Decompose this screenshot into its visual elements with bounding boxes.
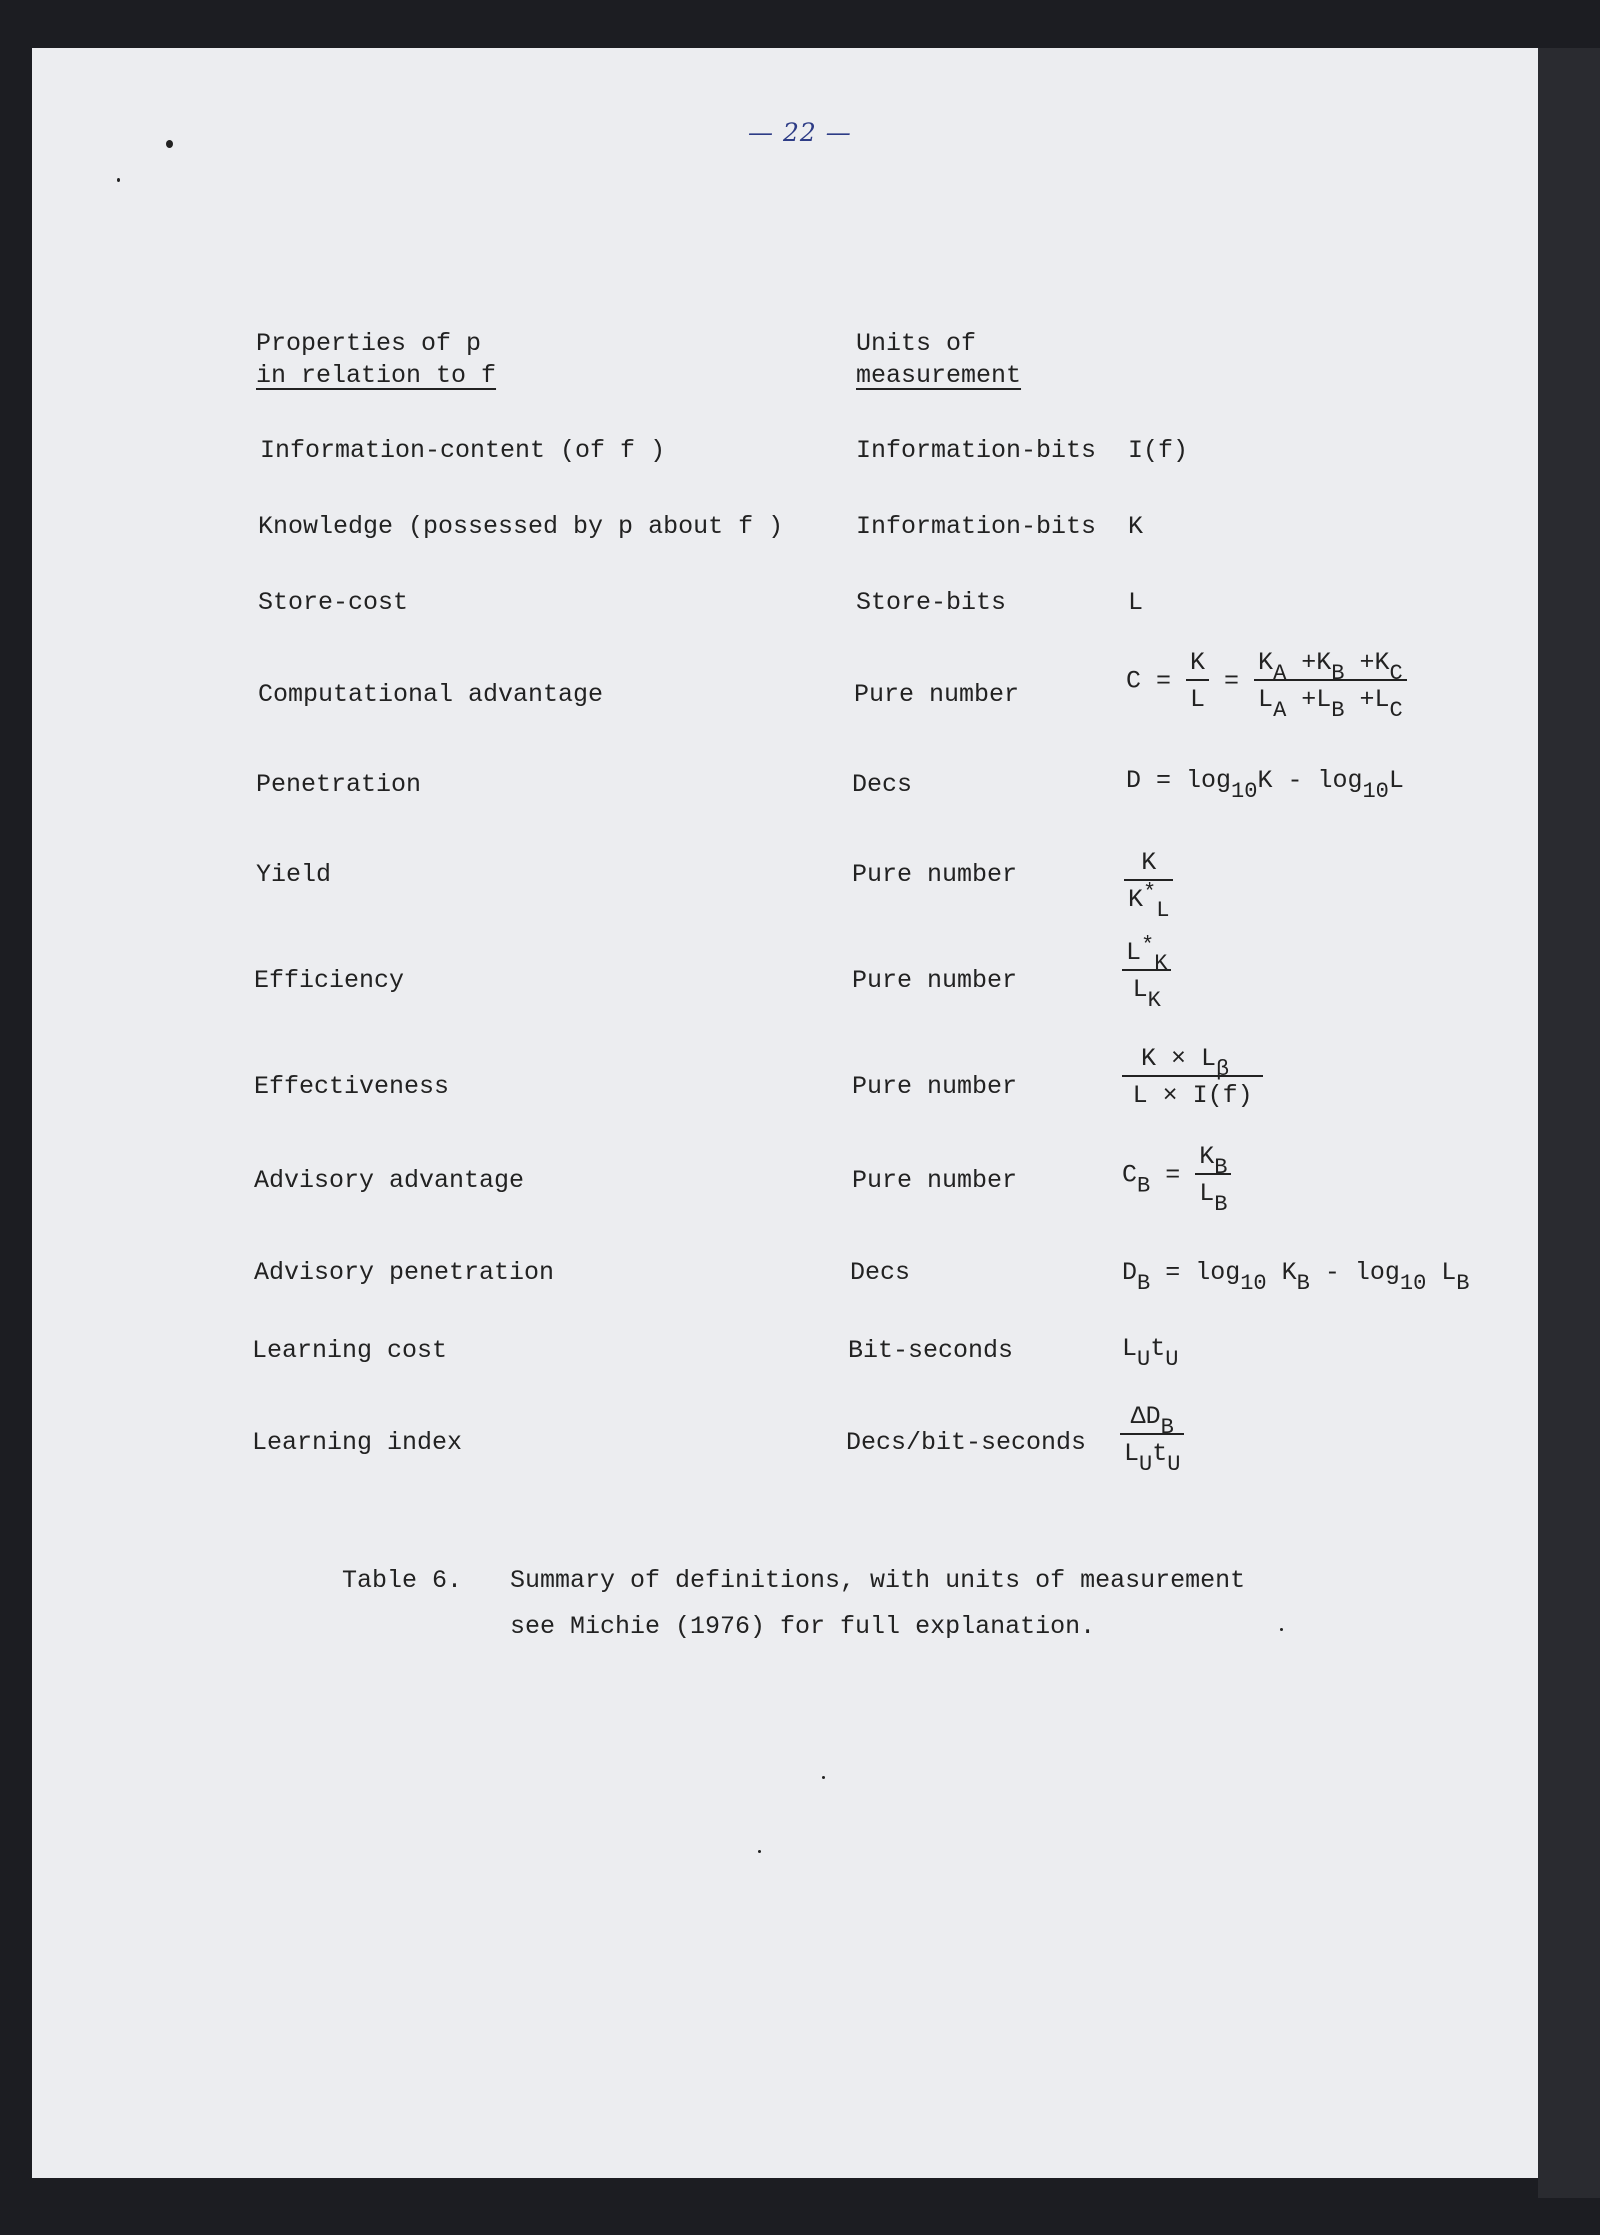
fraction: $\frac{K}{K^*_L}$ bbox=[1124, 848, 1173, 914]
unit-cell: Decs/bit-seconds bbox=[846, 1428, 1087, 1457]
unit-cell: Pure number bbox=[854, 680, 1020, 709]
ink-speck bbox=[117, 178, 120, 182]
header-properties bbox=[256, 328, 496, 392]
formula-penetration: $D = \log_{10}K - \log_{10}L$ bbox=[1126, 766, 1404, 804]
header-units-line1: Units of bbox=[856, 329, 977, 358]
formula-advisory-advantage: $C_B$ = $\frac{K_B}{L_B}$ bbox=[1122, 1142, 1231, 1208]
caption-line2: see Michie (1976) for full explanation. bbox=[510, 1612, 1096, 1641]
property-cell: Efficiency bbox=[254, 966, 405, 995]
fraction: $\frac{K_B}{L_B}$ bbox=[1195, 1142, 1231, 1208]
property-cell: Yield bbox=[256, 860, 332, 889]
unit-cell: Pure number bbox=[852, 1072, 1018, 1101]
property-cell: Advisory advantage bbox=[254, 1166, 525, 1195]
formula-learning-index bbox=[1120, 1402, 1184, 1477]
document-page bbox=[32, 48, 1538, 2178]
symbol-cell: L bbox=[1128, 588, 1144, 617]
ink-speck bbox=[822, 1776, 825, 1779]
unit-cell: Bit-seconds bbox=[848, 1336, 1014, 1365]
unit-cell: Pure number bbox=[852, 1166, 1018, 1195]
property-cell: Knowledge (possessed by p about f ) bbox=[258, 512, 784, 541]
property-cell: Computational advantage bbox=[258, 680, 604, 709]
property-cell: Information-content (of f ) bbox=[260, 436, 666, 465]
formula-efficiency bbox=[1122, 933, 1171, 1013]
fraction: $\frac{\Delta D_B}{L_Ut_U}$ bbox=[1120, 1402, 1184, 1468]
formula-yield bbox=[1124, 848, 1173, 923]
fraction: $\frac{L^*_K}{L_K}$ bbox=[1122, 938, 1171, 1004]
table-caption-label: Table 6. bbox=[342, 1566, 463, 1595]
fraction: $\frac{K}{L}$ bbox=[1186, 648, 1209, 714]
ink-speck bbox=[1280, 1628, 1283, 1631]
unit-cell: Store-bits bbox=[856, 588, 1007, 617]
property-cell: Learning index bbox=[252, 1428, 463, 1457]
ink-speck bbox=[166, 140, 173, 148]
formula-advisory-penetration: $D_B = \log_{10} K_B - \log_{10} L_B$ bbox=[1122, 1258, 1470, 1296]
unit-cell: Information-bits bbox=[856, 436, 1097, 465]
formula-computational-advantage: C = $\frac{K}{L}$ = $\frac{K_A +K_B +K_C}{L_A +L_B +L_C}$ bbox=[1126, 648, 1407, 714]
property-cell: Learning cost bbox=[252, 1336, 448, 1365]
ink-speck bbox=[758, 1850, 761, 1853]
property-cell: Advisory penetration bbox=[254, 1258, 555, 1287]
unit-cell: Pure number bbox=[852, 966, 1018, 995]
unit-cell: Information-bits bbox=[856, 512, 1097, 541]
header-properties-line1: Properties of p bbox=[256, 329, 482, 358]
fraction: $\frac{K_A +K_B +K_C}{L_A +L_B +L_C}$ bbox=[1254, 648, 1407, 714]
header-properties-line2: in relation to f bbox=[256, 361, 497, 390]
unit-cell: Pure number bbox=[852, 860, 1018, 889]
unit-cell: Decs bbox=[852, 770, 913, 799]
scan-background-strip bbox=[1538, 48, 1600, 2198]
caption-line1: Summary of definitions, with units of measurement bbox=[510, 1566, 1246, 1595]
formula-learning-cost: $L_Ut_U$ bbox=[1122, 1334, 1179, 1372]
page-number: — 22 — bbox=[748, 118, 852, 147]
header-units bbox=[856, 328, 1021, 392]
symbol-cell: K bbox=[1128, 512, 1144, 541]
formula-effectiveness bbox=[1122, 1044, 1263, 1110]
property-cell: Penetration bbox=[256, 770, 422, 799]
fraction: $\frac{K \times L_\beta}{L \times I(f)}$ bbox=[1122, 1044, 1263, 1110]
unit-cell: Decs bbox=[850, 1258, 911, 1287]
symbol-cell: I(f) bbox=[1128, 436, 1189, 465]
property-cell: Effectiveness bbox=[254, 1072, 450, 1101]
table-caption-text bbox=[510, 1558, 1245, 1650]
header-units-line2: measurement bbox=[856, 361, 1022, 390]
property-cell: Store-cost bbox=[258, 588, 409, 617]
